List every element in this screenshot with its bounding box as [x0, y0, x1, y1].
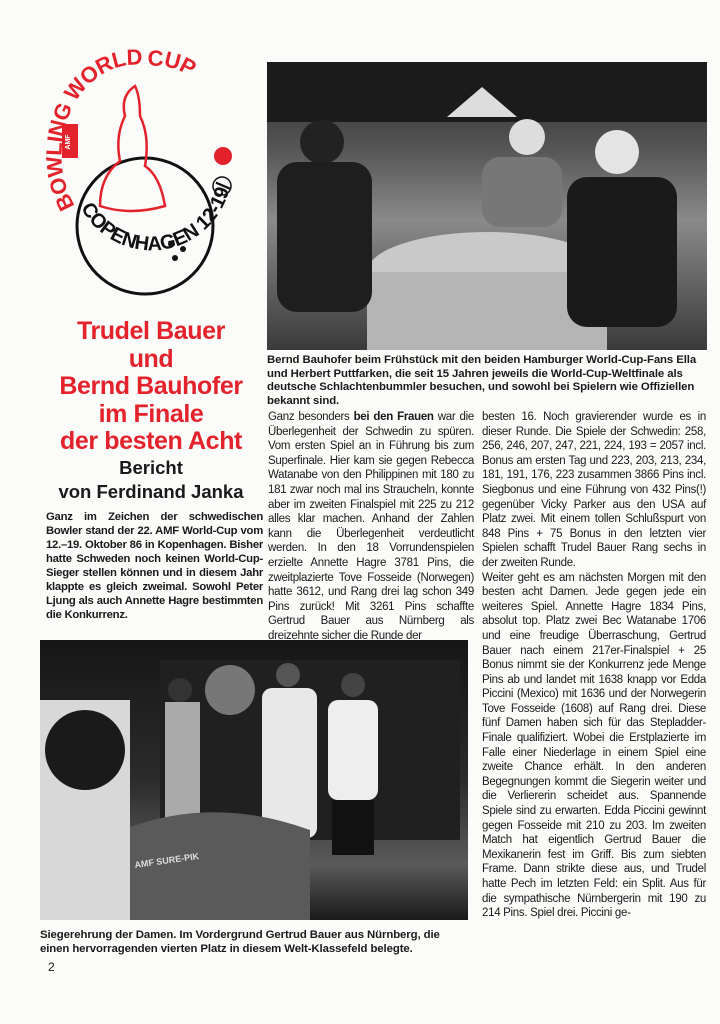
logo-location-date: COPENHAGEN 12-19/ — [76, 181, 236, 256]
byline-author: von Ferdinand Janka — [58, 481, 244, 502]
headline-line: Trudel Bauer — [76, 317, 226, 345]
body-paragraph: besten 16. Noch gravierender wurde es in dieser Runde. Die Spiele der Schwedin: 258, 256, 246, 207, 247, 221, 224, 193 = 2057 incl. Bonus am ersten Tag und 223, 203, 213, 234, 181, 191, 176, 223 zusammen 3866 Pins incl. Siegbonus und eine Führung von 432 Pins(!) gegenüber Vicky Parker aus den USA auf Platz zwei. Mit einem tollen Schlußspurt von 848 Pins + 75 Bonus in den letzten vier Spielen schafft Trudel Bauer Rang sechs in der zweiten Runde. — [482, 411, 706, 569]
byline — [36, 456, 266, 504]
logo-title: BOWLING WORLD CUP — [41, 44, 200, 215]
award-ceremony-photo — [40, 640, 468, 920]
headline-line: Bernd Bauhofer — [59, 372, 243, 400]
photo1-caption: Bernd Bauhofer beim Frühstück mit den beiden Hamburger World-Cup-Fans Ella und Herbert Puttfarken, die seit 15 Jahren jeweils die World-Cup-Weltfinale als deutsche Schlachtenbummler besuchen, und sowohl bei Spielern wie Offiziellen bekannt sind. — [267, 354, 697, 407]
article-headline — [36, 318, 266, 456]
amf-sign-text: AMF SURE-PIK — [133, 851, 200, 870]
page-number: 2 — [48, 960, 55, 974]
body-paragraph: Weiter geht es am nächsten Morgen mit den besten acht Damen. Jede gegen jede ein weiteres Spiel. Annette Hagre 1834 Pins, absolut top. Platz zwei Bec Watanabe 1706 und eine freudige Überraschung, Gertrud Bauer nach einem 217er-Finalspiel + 25 Bonus nimmt sie der Konkurrenz jede Menge Pins ab und landet mit 1638 knapp vor Edda Piccini (Mexico) mit 1636 und der Norwegerin Tove Fosseide (1608) auf Rang drei. Diese fünf Damen haben sich für das Stepladder-Finale qualifiziert. Wobei die Erstplazierte im Falle einer Niederlage in einem Spiel eine zweite Chance erhält. In den anderen Begegnungen kommt die Siegerin weiter und die Verliererin scheidet aus. Spannende Spiele sind zu erwarten. Edda Piccini gewinnt gegen Fosseide mit 210 zu 203. Im zweiten Match hat eigentlich Gertrud Bauer die Mexikanerin fest im Griff. Bis zum siebten Frame. Dann strikte diese aus, und Trudel hatte Pech im letzten Feld: ein Split. Aus für die sympathische Nürnbergerin mit 190 zu 214 Pins. Spiel drei. Piccini ge- — [482, 571, 706, 920]
article-column-3 — [482, 410, 706, 921]
breakfast-photo — [267, 62, 707, 350]
byline-label: Bericht — [119, 457, 183, 478]
headline-line: im Finale — [98, 399, 204, 428]
body-text-bold: bei den Frauen — [353, 411, 434, 423]
amf-brand: AMF — [65, 134, 72, 150]
headline-line: und — [128, 344, 174, 373]
article-intro: Ganz im Zeichen der schwedischen Bowler stand der 22. AMF World-Cup vom 12.–19. Oktober 86 in Kopenhagen. Bisher hatte Schweden noch keinen World-Cup-Sieger stellen können und in diesem Jahr klappte es gleich zweimal. Sowohl Peter Ljung als auch Annette Hagre bestimmten die Konkurrenz. — [46, 511, 263, 621]
article-column-2 — [268, 410, 474, 644]
headline-line: der besten Acht — [59, 427, 242, 455]
body-text: Ganz besonders — [268, 411, 354, 423]
body-text: war die Überlegenheit der Schwedin zu spüren. Vom ersten Spiel an in Führung bis zum Superfinale. Hier kam sie gegen Rebecca Watanabe von den Philippinen mit 180 zu 181 zwar noch mal ins Straucheln, konnte aber im zweiten Finalspiel mit 225 zu 212 alles klar machen. Anhand der Zahlen kann die Überlegenheit verdeutlicht werden. In den 18 Vorrundenspielen erzielte Annette Hagre 3781 Pins, die zweitplazierte Tove Fosseide (Norwegen) hatte 3612, und Rang drei lag schon 349 Pins zurück! Mit 3261 Pins schaffte Gertrud Bauer aus Nürnberg als dreizehnte sicher die Runde der — [268, 411, 474, 642]
photo2-caption: Siegerehrung der Damen. Im Vordergrund Gertrud Bauer aus Nürnberg, die einen hervorragenden vierten Platz in diesem Welt-Klassefeld belegte. — [40, 929, 440, 955]
bowling-world-cup-logo — [40, 36, 240, 316]
